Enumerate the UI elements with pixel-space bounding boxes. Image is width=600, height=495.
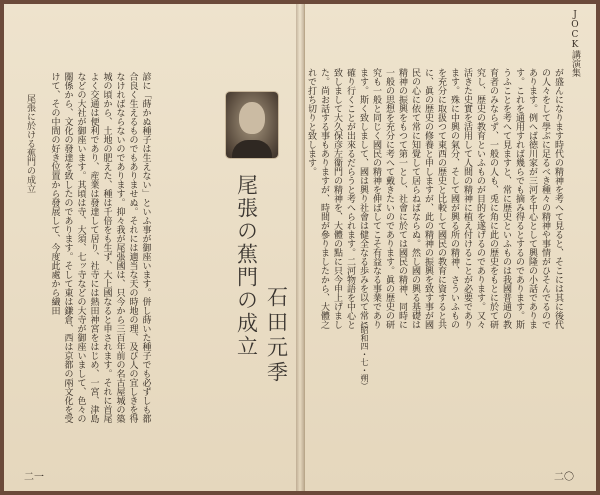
- left-page-number: 二一: [24, 472, 44, 483]
- date-note: （昭和四・七・朔）: [360, 318, 369, 390]
- author-portrait-photo: [226, 92, 278, 158]
- author-signature: 石田元季: [264, 286, 289, 386]
- portrait-collar: [232, 140, 272, 158]
- right-page-body-text: が盛んになります時代の精神を考へて見ると、そこには其に後代の人々をして學ぶに足るべき種々の精神や事情がひそんでるのであります。例へば徳川家が三河を中心として興隆の小話であります。これを通用すれば幾らでも摘み得るとするのであります。斯うふことを考へて見ますと、常に歴史といふものは我國普通の教育者のみならず、一般の人も、兎に角に此の歴史をもとに於て研究し、歴史の教育といふものが目的を遂げるのであります。又々活きた史實を活用して人間の精神に植え付けることが必要であります。殊に中興の氣分、そして國が興る所の精神、さういふものを充分に取扱つて東西の歴史と比較して國民の教育に資すると共に、眞の歴史の修養と申しますが、此の精神の振興を致す事が國民の心に依て常に知覺して居らねばならぬ。然し國の興る基礎は精神の振興をもつて第一とし、社會に於ては國民の精神、同時に一般の思想を充分に考へて戴きたいのであります。眞の歴史の研究も一般と同じく國民の精神を伸ばしてこそ有益なる事業であります。斯く致しまして、國は興り社會は健全なる歩みを以て常に確り行くことが出來るだらうと考へられます。二河物語を中心と致しまして大久保彦左衞門の精神を、大體の點に只今申上げました。尚お話する事もありますが、時間が參りましたから、大體之れで打ち切りと致します。: [306, 68, 563, 329]
- left-page-body-text: 諺に「蒔かぬ種子は生えない」といふ事が御座います。併し蒔いた種子でも必ずしも都合良く生えるものでもありませぬ。それには適当な天の時地の理、及び人の宜しきを得なければならないのであります。抑々我が尾張國は、只今から三百年前の名古屋城の築城の頃から、土地の肥えた、種は千倍をも生ず、大上國なると申されます。それに首尾よく交通は便利であり、産業は發達して居り、社寺には熱田神宮をはじめ、一宮、津島などの大社が御座います。其頃は寺、大須、七ッ寺などの大寺が御座いまして、色々の關係から、文化の發達を致したのであります。そして東は鎌倉、西は京都の兩文化を受けて、その中間の好き位置から發展して、今度此處から繊田: [49, 72, 151, 423]
- running-title: 尾張に於ける蕉門の成立: [25, 94, 35, 193]
- right-page: [305, 4, 597, 491]
- left-page: [4, 4, 305, 491]
- right-page-number: 二〇: [554, 472, 574, 483]
- portrait-face: [239, 102, 265, 134]
- running-header: JOCK講演集: [570, 10, 580, 77]
- calligraphy-title: 尾張の蕉門の成立: [234, 174, 259, 358]
- book-gutter: [296, 4, 304, 491]
